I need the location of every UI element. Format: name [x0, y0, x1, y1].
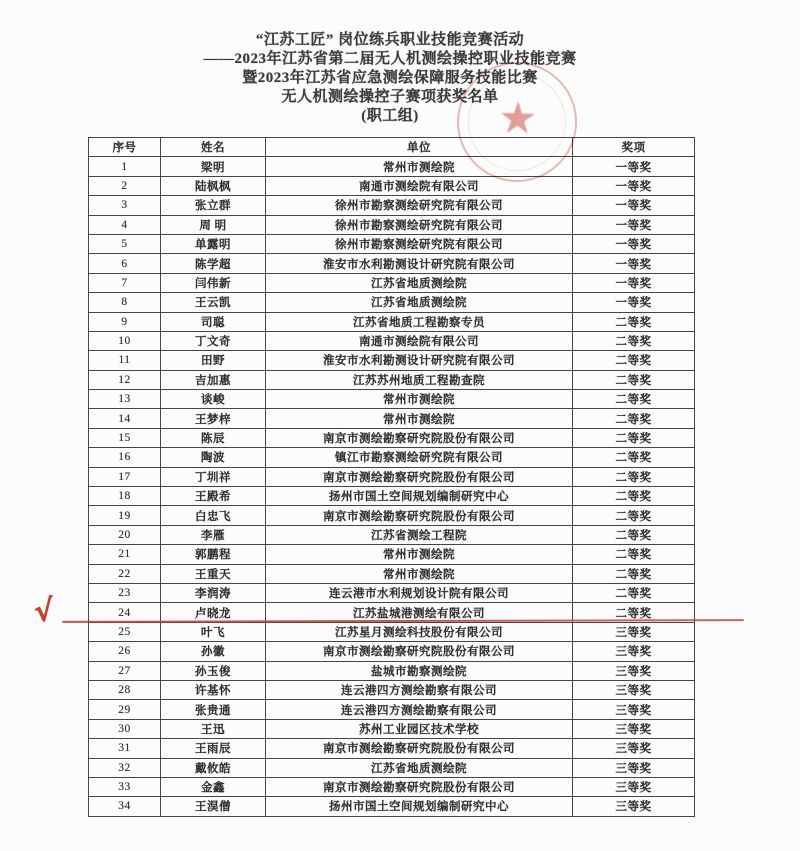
- cell-unit: 扬州市国土空间规划编制研究中心: [266, 797, 573, 816]
- cell-award: 二等奖: [573, 370, 695, 389]
- cell-no: 11: [89, 351, 161, 370]
- cell-award: 一等奖: [573, 176, 695, 195]
- cell-no: 13: [89, 390, 161, 409]
- cell-unit: 常州市测绘院: [266, 545, 573, 564]
- cell-award: 三等奖: [573, 777, 695, 796]
- cell-name: 孙玉俊: [161, 661, 266, 680]
- cell-award: 三等奖: [573, 758, 695, 777]
- cell-award: 一等奖: [573, 215, 695, 234]
- cell-name: 王梦梓: [161, 409, 266, 428]
- cell-award: 二等奖: [573, 583, 695, 602]
- cell-name: 金鑫: [161, 777, 266, 796]
- cell-name: 张贵通: [161, 700, 266, 719]
- cell-name: 卢晓龙: [161, 603, 266, 622]
- cell-award: 三等奖: [573, 739, 695, 758]
- table-row: [89, 564, 695, 583]
- table-row: [89, 351, 695, 370]
- cell-award: 二等奖: [573, 351, 695, 370]
- col-header-no: 序号: [89, 138, 161, 157]
- table-row: [89, 622, 695, 641]
- cell-award: 二等奖: [573, 312, 695, 331]
- table-row: [89, 157, 695, 176]
- table-row: [89, 370, 695, 389]
- cell-name: 梁明: [161, 157, 266, 176]
- cell-name: 陈学超: [161, 254, 266, 273]
- cell-unit: 江苏省测绘工程院: [266, 525, 573, 544]
- cell-unit: 江苏省地质测绘院: [266, 758, 573, 777]
- cell-award: 三等奖: [573, 797, 695, 816]
- awards-table-body: [89, 157, 695, 816]
- cell-name: 丁文奇: [161, 331, 266, 350]
- title-line-2: ——2023年江苏省第二届无人机测绘操控职业技能竞赛: [203, 51, 577, 67]
- title-line-1: “江苏工匠” 岗位练兵职业技能竞赛活动: [255, 32, 525, 48]
- cell-no: 21: [89, 545, 161, 564]
- cell-name: 陈辰: [161, 428, 266, 447]
- cell-no: 31: [89, 739, 161, 758]
- col-header-unit: 单位: [266, 138, 573, 157]
- cell-award: 一等奖: [573, 254, 695, 273]
- table-row: [89, 467, 695, 486]
- cell-no: 9: [89, 312, 161, 331]
- cell-no: 7: [89, 273, 161, 292]
- cell-no: 2: [89, 176, 161, 195]
- cell-unit: 镇江市勘察测绘研究院有限公司: [266, 448, 573, 467]
- cell-unit: 南通市测绘院有限公司: [266, 176, 573, 195]
- cell-name: 王重天: [161, 564, 266, 583]
- cell-award: 三等奖: [573, 719, 695, 738]
- table-row: [89, 487, 695, 506]
- cell-unit: 南京市测绘勘察研究院股份有限公司: [266, 506, 573, 525]
- cell-unit: 南京市测绘勘察研究院股份有限公司: [266, 777, 573, 796]
- cell-name: 司聪: [161, 312, 266, 331]
- table-row: [89, 719, 695, 738]
- title-line-4: 无人机测绘操控子赛项获奖名单: [281, 89, 499, 105]
- cell-award: 三等奖: [573, 622, 695, 641]
- cell-award: 三等奖: [573, 680, 695, 699]
- cell-name: 王云凯: [161, 293, 266, 312]
- cell-name: 王殿希: [161, 487, 266, 506]
- cell-no: 24: [89, 603, 161, 622]
- cell-award: 二等奖: [573, 428, 695, 447]
- table-row: [89, 642, 695, 661]
- cell-award: 二等奖: [573, 506, 695, 525]
- title-line-group: (职工组): [361, 108, 419, 124]
- cell-award: 一等奖: [573, 273, 695, 292]
- cell-name: 叶飞: [161, 622, 266, 641]
- cell-unit: 江苏盐城港测绘有限公司: [266, 603, 573, 622]
- table-row: [89, 293, 695, 312]
- table-row: [89, 777, 695, 796]
- cell-name: 吉加惠: [161, 370, 266, 389]
- cell-name: 孙徽: [161, 642, 266, 661]
- table-row: [89, 428, 695, 447]
- cell-unit: 徐州市勘察测绘研究院有限公司: [266, 196, 573, 215]
- cell-no: 18: [89, 487, 161, 506]
- cell-unit: 扬州市国土空间规划编制研究中心: [266, 487, 573, 506]
- cell-unit: 苏州工业园区技术学校: [266, 719, 573, 738]
- cell-no: 32: [89, 758, 161, 777]
- cell-no: 23: [89, 583, 161, 602]
- cell-name: 许基怀: [161, 680, 266, 699]
- table-row: [89, 254, 695, 273]
- cell-award: 二等奖: [573, 525, 695, 544]
- cell-unit: 常州市测绘院: [266, 564, 573, 583]
- cell-no: 30: [89, 719, 161, 738]
- table-row: [89, 273, 695, 292]
- cell-no: 10: [89, 331, 161, 350]
- table-row: [89, 739, 695, 758]
- table-row: [89, 390, 695, 409]
- cell-no: 16: [89, 448, 161, 467]
- cell-award: 二等奖: [573, 409, 695, 428]
- cell-unit: 南京市测绘勘察研究院股份有限公司: [266, 467, 573, 486]
- table-row: [89, 758, 695, 777]
- cell-unit: 连云港四方测绘勘察有限公司: [266, 700, 573, 719]
- cell-name: 单露明: [161, 234, 266, 253]
- cell-award: 二等奖: [573, 564, 695, 583]
- cell-unit: 连云港市水利规划设计院有限公司: [266, 583, 573, 602]
- cell-unit: 常州市测绘院: [266, 390, 573, 409]
- table-row: [89, 506, 695, 525]
- col-header-award: 奖项: [573, 138, 695, 157]
- cell-no: 17: [89, 467, 161, 486]
- checkmark-annotation: √: [32, 593, 56, 630]
- cell-no: 6: [89, 254, 161, 273]
- cell-no: 25: [89, 622, 161, 641]
- cell-unit: 江苏苏州地质工程勘查院: [266, 370, 573, 389]
- table-row: [89, 176, 695, 195]
- cell-no: 3: [89, 196, 161, 215]
- table-row: [89, 312, 695, 331]
- table-row: [89, 545, 695, 564]
- cell-no: 12: [89, 370, 161, 389]
- table-row: [89, 525, 695, 544]
- cell-unit: 江苏省地质工程勘察专员: [266, 312, 573, 331]
- cell-no: 26: [89, 642, 161, 661]
- cell-name: 陆枫枫: [161, 176, 266, 195]
- table-row: [89, 409, 695, 428]
- cell-award: 一等奖: [573, 234, 695, 253]
- cell-name: 戴攸皓: [161, 758, 266, 777]
- cell-unit: 常州市测绘院: [266, 157, 573, 176]
- cell-unit: 江苏星月测绘科技股份有限公司: [266, 622, 573, 641]
- table-row: [89, 680, 695, 699]
- cell-no: 14: [89, 409, 161, 428]
- cell-award: 二等奖: [573, 487, 695, 506]
- cell-name: 李润涛: [161, 583, 266, 602]
- cell-name: 丁圳祥: [161, 467, 266, 486]
- cell-unit: 徐州市勘察测绘研究院有限公司: [266, 234, 573, 253]
- table-row: [89, 797, 695, 816]
- cell-award: 二等奖: [573, 448, 695, 467]
- cell-name: 田野: [161, 351, 266, 370]
- table-row: [89, 331, 695, 350]
- cell-award: 二等奖: [573, 545, 695, 564]
- table-row: [89, 661, 695, 680]
- cell-unit: 南京市测绘勘察研究院股份有限公司: [266, 428, 573, 447]
- cell-no: 27: [89, 661, 161, 680]
- cell-name: 白忠飞: [161, 506, 266, 525]
- cell-name: 王淏僧: [161, 797, 266, 816]
- cell-name: 谈峻: [161, 390, 266, 409]
- cell-name: 张立群: [161, 196, 266, 215]
- cell-no: 22: [89, 564, 161, 583]
- table-row: [89, 700, 695, 719]
- cell-award: 三等奖: [573, 642, 695, 661]
- cell-no: 8: [89, 293, 161, 312]
- cell-award: 三等奖: [573, 661, 695, 680]
- table-header-row: [89, 138, 695, 157]
- awards-table: [88, 137, 695, 817]
- cell-no: 28: [89, 680, 161, 699]
- cell-unit: 南京市测绘勘察研究院股份有限公司: [266, 642, 573, 661]
- cell-name: 闫伟新: [161, 273, 266, 292]
- cell-unit: 常州市测绘院: [266, 409, 573, 428]
- cell-name: 陶波: [161, 448, 266, 467]
- title-line-3: 暨2023年江苏省应急测绘保障服务技能比赛: [242, 70, 538, 86]
- cell-name: 郭鹏程: [161, 545, 266, 564]
- table-row: [89, 234, 695, 253]
- cell-award: 二等奖: [573, 331, 695, 350]
- cell-name: 李雁: [161, 525, 266, 544]
- cell-no: 1: [89, 157, 161, 176]
- cell-no: 34: [89, 797, 161, 816]
- cell-unit: 江苏省地质测绘院: [266, 293, 573, 312]
- cell-name: 王迅: [161, 719, 266, 738]
- cell-no: 15: [89, 428, 161, 447]
- cell-no: 20: [89, 525, 161, 544]
- cell-unit: 淮安市水利勘测设计研究院有限公司: [266, 351, 573, 370]
- cell-award: 二等奖: [573, 467, 695, 486]
- table-row: [89, 448, 695, 467]
- cell-award: 三等奖: [573, 700, 695, 719]
- cell-unit: 南通市测绘院有限公司: [266, 331, 573, 350]
- cell-name: 周 明: [161, 215, 266, 234]
- cell-award: 二等奖: [573, 603, 695, 622]
- cell-no: 29: [89, 700, 161, 719]
- table-row: [89, 215, 695, 234]
- document-title-block: [0, 31, 780, 126]
- cell-unit: 江苏省地质测绘院: [266, 273, 573, 292]
- table-row: [89, 196, 695, 215]
- cell-no: 19: [89, 506, 161, 525]
- cell-award: 一等奖: [573, 293, 695, 312]
- cell-unit: 连云港四方测绘勘察有限公司: [266, 680, 573, 699]
- cell-award: 一等奖: [573, 196, 695, 215]
- cell-award: 二等奖: [573, 390, 695, 409]
- cell-no: 4: [89, 215, 161, 234]
- col-header-name: 姓名: [161, 138, 266, 157]
- cell-no: 33: [89, 777, 161, 796]
- cell-unit: 淮安市水利勘测设计研究院有限公司: [266, 254, 573, 273]
- cell-unit: 盐城市勘察测绘院: [266, 661, 573, 680]
- cell-unit: 徐州市勘察测绘研究院有限公司: [266, 215, 573, 234]
- star-icon: ★: [497, 91, 539, 145]
- cell-award: 一等奖: [573, 157, 695, 176]
- cell-name: 王雨辰: [161, 739, 266, 758]
- cell-no: 5: [89, 234, 161, 253]
- table-row: [89, 583, 695, 602]
- cell-unit: 南京市测绘勘察研究院股份有限公司: [266, 739, 573, 758]
